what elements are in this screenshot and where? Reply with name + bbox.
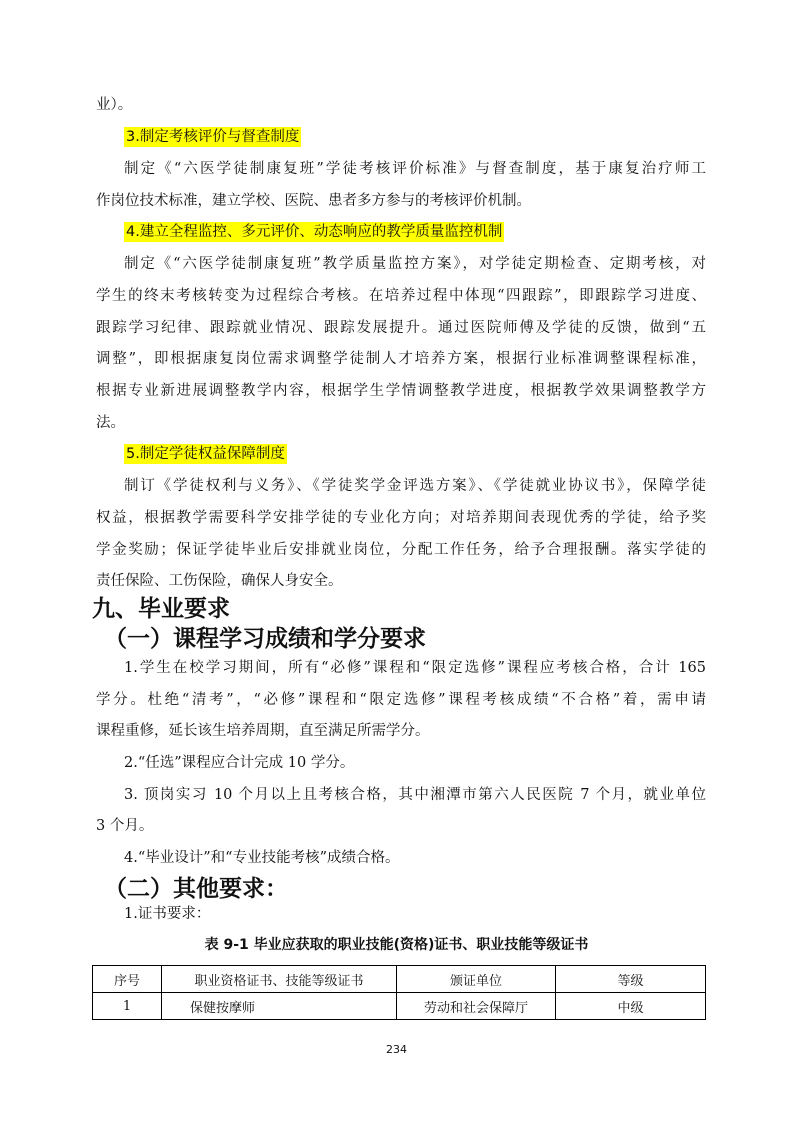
table-header-cell: 序号 <box>93 966 162 993</box>
page-number: 234 <box>386 1043 407 1056</box>
table-header-cell: 等级 <box>556 966 706 993</box>
section-heading-quality-monitoring: 4.建立全程监控、多元评价、动态响应的教学质量监控机制 <box>126 224 503 240</box>
paragraph-line: 学分。杜绝“清考”，“必修”课程和“限定选修”课程考核成绩“不合格”着，需申请 <box>96 692 706 708</box>
paragraph-line: 3. 顶岗实习 10 个月以上且考核合格，其中湘潭市第六人民医院 7 个月，就业单位 <box>124 787 706 803</box>
paragraph-line: 制定《“六医学徒制康复班”学徒考核评价标准》与督查制度，基于康复治疗师工 <box>124 161 706 177</box>
paragraph-line: 学金奖励；保证学徒毕业后安排就业岗位，分配工作任务，给予合理报酬。落实学徒的 <box>96 542 706 558</box>
paragraph-line: 调整”，即根据康复岗位需求调整学徒制人才培养方案，根据行业标准调整课程标准， <box>96 351 706 367</box>
table-cell: 保健按摩师 <box>162 993 397 1020</box>
chapter-heading: 九、毕业要求 <box>92 596 230 622</box>
table-header-cell: 职业资格证书、技能等级证书 <box>162 966 397 993</box>
section-heading-rights: 5.制定学徒权益保障制度 <box>126 446 285 462</box>
paragraph-line: 制订《学徒权利与义务》、《学徒奖学金评选方案》、《学徒就业协议书》，保障学徒 <box>124 478 706 494</box>
paragraph-line: 1.学生在校学习期间，所有“必修”课程和“限定选修”课程应考核合格，合计 165 <box>124 660 706 676</box>
subsection-heading: （一）课程学习成绩和学分要求 <box>104 626 426 652</box>
paragraph-line: 权益，根据教学需要科学安排学徒的专业化方向；对培养期间表现优秀的学徒，给予奖 <box>96 510 706 526</box>
paragraph-line: 3 个月。 <box>96 818 154 834</box>
subsection-heading: （二）其他要求： <box>104 876 288 902</box>
table-cell: 1 <box>93 993 162 1020</box>
paragraph-line: 课程重修，延长该生培养周期，直至满足所需学分。 <box>96 723 430 739</box>
table-header-cell: 颁证单位 <box>397 966 556 993</box>
paragraph-line: 作岗位技术标准，建立学校、医院、患者多方参与的考核评价机制。 <box>96 193 531 209</box>
paragraph-line: 跟踪学习纪律、跟踪就业情况、跟踪发展提升。通过医院师傅及学徒的反馈，做到“五 <box>96 320 706 336</box>
table-cell: 中级 <box>556 993 706 1020</box>
paragraph-line: 1.证书要求： <box>124 906 211 922</box>
paragraph-line: 根据专业新进展调整教学内容，根据学生学情调整教学进度，根据教学效果调整教学方 <box>96 383 706 399</box>
paragraph-line: 学生的终末考核转变为过程综合考核。在培养过程中体现“四跟踪”，即跟踪学习进度、 <box>96 288 706 304</box>
paragraph-line: 责任保险、工伤保险，确保人身安全。 <box>96 573 343 589</box>
paragraph-line: 业）。 <box>96 97 133 113</box>
table-cell: 劳动和社会保障厅 <box>397 993 556 1020</box>
paragraph-line: 4.“毕业设计”和“专业技能考核”成绩合格。 <box>124 850 400 866</box>
table-row <box>93 993 706 1020</box>
paragraph-line: 制定《“六医学徒制康复班”教学质量监控方案》，对学徒定期检查、定期考核，对 <box>124 256 706 272</box>
paragraph-line: 法。 <box>96 415 125 431</box>
table-caption: 表 9-1 毕业应获取的职业技能(资格)证书、职业技能等级证书 <box>204 937 589 953</box>
table-header-row <box>93 966 706 993</box>
paragraph-line: 2.“任选”课程应合计完成 10 学分。 <box>124 755 355 771</box>
section-heading-assessment: 3.制定考核评价与督查制度 <box>126 129 300 145</box>
certificate-table <box>92 965 706 1020</box>
